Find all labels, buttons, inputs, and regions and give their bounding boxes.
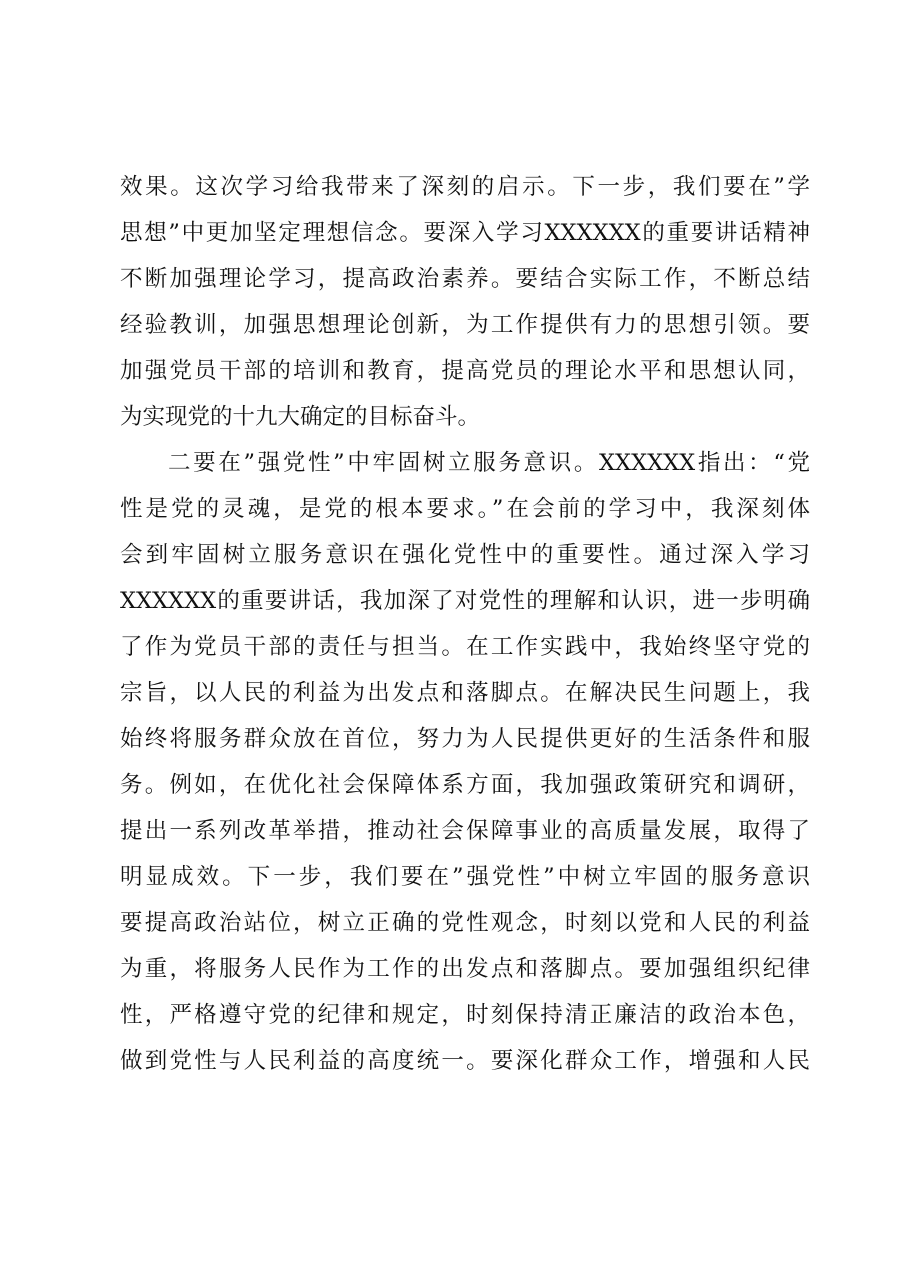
text-line-3: 不断加强理论学习，提高政治素养。要结合实际工作，不断总结 — [120, 266, 810, 292]
text-line-5: 加强党员干部的培训和教育，提高党员的理论水平和思想认同， — [120, 358, 810, 384]
body-text — [120, 164, 810, 1084]
text-line-16: 明显成效。下一步，我们要在”强党性”中树立牢固的服务意识 — [120, 864, 810, 890]
text-line-14: 务。例如，在优化社会保障体系方面，我加强政策研究和调研， — [120, 772, 810, 798]
text-line-11: 了作为党员干部的责任与担当。在工作实践中，我始终坚守党的 — [120, 634, 810, 660]
text-line-9: 会到牢固树立服务意识在强化党性中的重要性。通过深入学习 — [120, 542, 810, 568]
text-line-12: 宗旨，以人民的利益为出发点和落脚点。在解决民生问题上，我 — [120, 680, 810, 706]
text-line-1: 效果。这次学习给我带来了深刻的启示。下一步，我们要在”学 — [120, 174, 810, 200]
text-line-4: 经验教训，加强思想理论创新，为工作提供有力的思想引领。要 — [120, 312, 810, 338]
text-line-6: 为实现党的十九大确定的目标奋斗。 — [120, 404, 481, 430]
text-line-8: 性是党的灵魂，是党的根本要求。”在会前的学习中，我深刻体 — [120, 496, 810, 522]
text-line-18: 为重，将服务人民作为工作的出发点和落脚点。要加强组织纪律 — [120, 956, 810, 982]
text-line-7: 二要在”强党性”中牢固树立服务意识。XXXXXX指出：“党 — [168, 450, 810, 476]
text-line-17: 要提高政治站位，树立正确的党性观念，时刻以党和人民的利益 — [120, 910, 810, 936]
text-line-13: 始终将服务群众放在首位，努力为人民提供更好的生活条件和服 — [120, 726, 810, 752]
text-line-10: XXXXXX的重要讲话，我加深了对党性的理解和认识，进一步明确 — [120, 588, 810, 614]
text-line-15: 提出一系列改革举措，推动社会保障事业的高质量发展，取得了 — [120, 818, 810, 844]
text-line-19: 性，严格遵守党的纪律和规定，时刻保持清正廉洁的政治本色， — [120, 1002, 810, 1028]
text-line-2: 思想”中更加坚定理想信念。要深入学习XXXXXX的重要讲话精神 — [120, 220, 810, 246]
text-line-20: 做到党性与人民利益的高度统一。要深化群众工作，增强和人民 — [120, 1048, 810, 1074]
